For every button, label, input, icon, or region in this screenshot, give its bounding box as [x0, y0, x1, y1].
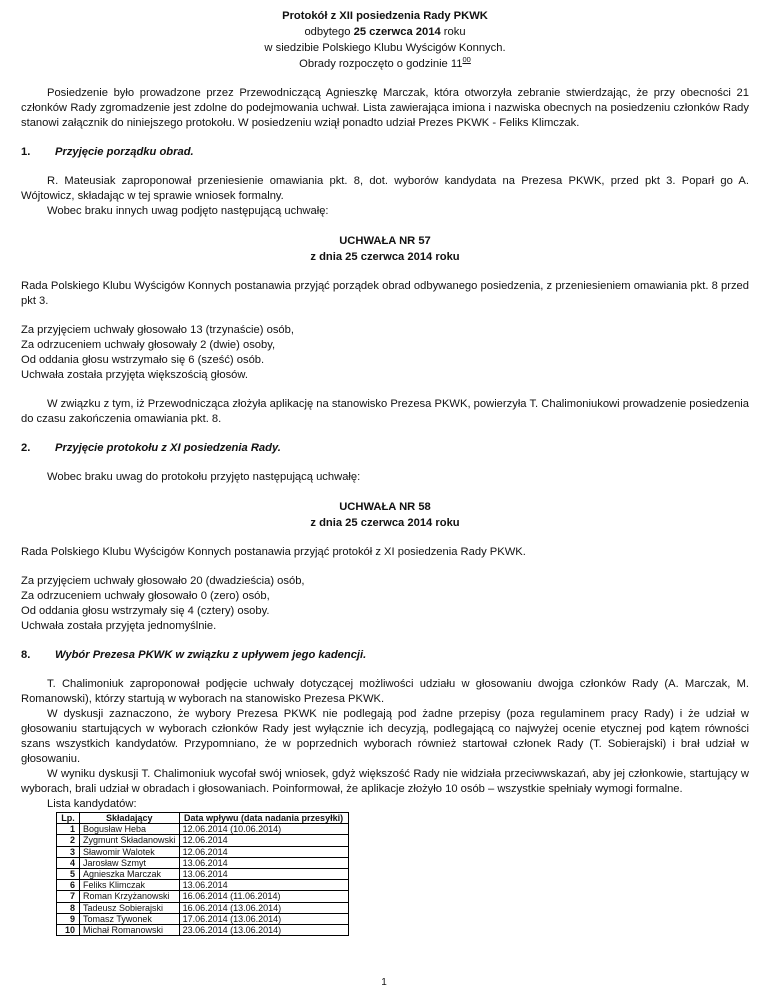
- cell-lp: 9: [57, 913, 80, 924]
- candidate-list-label: Lista kandydatów:: [47, 798, 137, 810]
- cell-lp: 6: [57, 880, 80, 891]
- cell-applicant: Tadeusz Sobierajski: [80, 902, 180, 913]
- cell-date: 12.06.2014: [179, 846, 348, 857]
- cell-date: 16.06.2014 (11.06.2014): [179, 891, 348, 902]
- table-row: [57, 846, 349, 857]
- resolution-57-heading: UCHWAŁA NR 57 z dnia 25 czerwca 2014 roku: [310, 235, 460, 263]
- table-row: [57, 891, 349, 902]
- cell-lp: 4: [57, 857, 80, 868]
- table-row: [57, 925, 349, 936]
- candidate-table: [56, 812, 349, 936]
- cell-applicant: Agnieszka Marczak: [80, 869, 180, 880]
- resolution-57-text: Rada Polskiego Klubu Wyścigów Konnych postanawia przyjąć porządek obrad odbywanego posiedzenia, z przeniesieniem omawiania pkt. 8 przed pkt 3.: [21, 280, 749, 307]
- cell-applicant: Sławomir Walotek: [80, 846, 180, 857]
- section-1-paragraph-3: W związku z tym, iż Przewodnicząca złożyła aplikację na stanowisko Prezesa PKWK, powierzyła T. Chalimoniukowi prowadzenie posiedzenia do czasu zakończenia omawiania pkt. 8.: [21, 398, 749, 425]
- intro-paragraph: Posiedzenie było prowadzone przez Przewodniczącą Agnieszkę Marczak, która otworzyła zebranie stwierdzając, że przy obecności 21 członków Rady zgromadzenie jest zdolne do podejmowania uchwał. Lista zawierająca imiona i nazwiska obecnych na posiedzeniu członków Rady stanowi załącznik do niniejszego protokołu. W posiedzeniu wziął ponadto udział Prezes PKWK - Feliks Klimczak.: [21, 87, 749, 129]
- table-row: [57, 913, 349, 924]
- cell-applicant: Zygmunt Składanowski: [80, 835, 180, 846]
- cell-date: 16.06.2014 (13.06.2014): [179, 902, 348, 913]
- cell-applicant: Bogusław Heba: [80, 824, 180, 835]
- section-8-paragraph-1: T. Chalimoniuk zaproponował podjęcie uchwały dotyczącej możliwości udziału w głosowaniu dwojga członków Rady (A. Marczak, M. Romanowski), którzy startują w wyborach na stanowisko Prezesa PKWK.: [21, 678, 749, 705]
- column-header-date: Data wpływu (data nadania przesyłki): [179, 813, 348, 824]
- column-header-lp: Lp.: [57, 813, 80, 824]
- cell-lp: 3: [57, 846, 80, 857]
- cell-date: 17.06.2014 (13.06.2014): [179, 913, 348, 924]
- header-location-line: w siedzibie Polskiego Klubu Wyścigów Konnych.: [264, 42, 506, 54]
- cell-applicant: Feliks Klimczak: [80, 880, 180, 891]
- resolution-58-text: Rada Polskiego Klubu Wyścigów Konnych postanawia przyjąć protokół z XI posiedzenia Rady PKWK.: [21, 546, 526, 558]
- header-date-line: odbytego 25 czerwca 2014 roku: [304, 26, 466, 38]
- table-row: [57, 857, 349, 868]
- section-1-paragraph-2: Wobec braku innych uwag podjęto następującą uchwałę:: [47, 205, 329, 217]
- cell-applicant: Jarosław Szmyt: [80, 857, 180, 868]
- section-8-paragraph-2: W dyskusji zaznaczono, że wybory Prezesa PKWK nie podlegają pod żadne przepisy (poza regulaminem pracy Rady) i że udział w głosowaniu startujących w wyborach członków Rady jest wyłącznie ich decyzją, podlegającą co najwyżej ocenie etycznej pod kątem równości szans wszystkich kandydatów. Przypomniano, że w poprzednich wyborach również startował członek Rady (T. Sobierajski) i brał udział w głosowaniu.: [21, 708, 749, 765]
- cell-lp: 5: [57, 869, 80, 880]
- page-number: 1: [381, 977, 387, 988]
- section-1-paragraph-1: R. Mateusiak zaproponował przeniesienie omawiania pkt. 8, dot. wyborów kandydata na Prezesa PKWK, przed pkt 3. Poparł go A. Wójtowicz, składając w tej sprawie wniosek formalny.: [21, 175, 749, 202]
- resolution-58-votes: Za przyjęciem uchwały głosowało 20 (dwadzieścia) osób, Za odrzuceniem uchwały głosowało 0 (zero) osób, Od oddania głosu wstrzymały się 4 (cztery) osoby. Uchwała została przyjęta jednomyślnie.: [21, 575, 305, 632]
- table-row: [57, 824, 349, 835]
- cell-lp: 8: [57, 902, 80, 913]
- cell-date: 13.06.2014: [179, 869, 348, 880]
- document-title: Protokół z XII posiedzenia Rady PKWK: [282, 10, 488, 22]
- resolution-58-heading: UCHWAŁA NR 58 z dnia 25 czerwca 2014 roku: [310, 501, 460, 529]
- cell-date: 13.06.2014: [179, 880, 348, 891]
- cell-date: 12.06.2014 (10.06.2014): [179, 824, 348, 835]
- table-row: [57, 880, 349, 891]
- cell-applicant: Roman Krzyżanowski: [80, 891, 180, 902]
- cell-date: 13.06.2014: [179, 857, 348, 868]
- cell-lp: 1: [57, 824, 80, 835]
- cell-date: 23.06.2014 (13.06.2014): [179, 925, 348, 936]
- table-row: [57, 869, 349, 880]
- table-row: [57, 835, 349, 846]
- table-header-row: [57, 813, 349, 824]
- document-page: [21, 8, 749, 936]
- section-1-heading: 1. Przyjęcie porządku obrad.: [21, 146, 194, 158]
- document-header: [21, 8, 749, 72]
- table-row: [57, 902, 349, 913]
- header-time-line: Obrady rozpoczęto o godzinie $11^{00}$: [299, 55, 471, 70]
- section-8-paragraph-3: W wyniku dyskusji T. Chalimoniuk wycofał swój wniosek, gdyż większość Rady nie widziała przeciwwskazań, aby jej członkowie, startujący w wyborach, brali udział w obradach i głosowaniach. Poinformował, że aplikacje złożyło 10 osób – wszystkie spełniały wymogi formalne.: [21, 768, 749, 795]
- cell-lp: 2: [57, 835, 80, 846]
- cell-applicant: Tomasz Tywonek: [80, 913, 180, 924]
- section-8-heading: 8. Wybór Prezesa PKWK w związku z upływem jego kadencji.: [21, 649, 367, 661]
- cell-lp: 7: [57, 891, 80, 902]
- section-2-paragraph-1: Wobec braku uwag do protokołu przyjęto następującą uchwałę:: [47, 471, 361, 483]
- cell-date: 12.06.2014: [179, 835, 348, 846]
- resolution-57-votes: Za przyjęciem uchwały głosowało 13 (trzynaście) osób, Za odrzuceniem uchwały głosowały 2 (dwie) osoby, Od oddania głosu wstrzymało się 6 (sześć) osób. Uchwała została przyjęta większością głosów.: [21, 324, 294, 381]
- column-header-applicant: Składający: [80, 813, 180, 824]
- section-2-heading: 2. Przyjęcie protokołu z XI posiedzenia Rady.: [21, 442, 281, 454]
- cell-lp: 10: [57, 925, 80, 936]
- cell-applicant: Michał Romanowski: [80, 925, 180, 936]
